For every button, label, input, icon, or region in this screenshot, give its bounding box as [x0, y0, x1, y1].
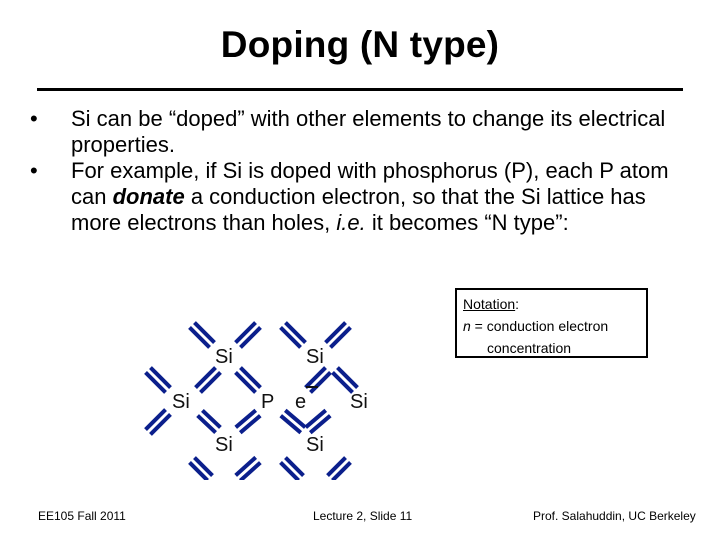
bond-line: [306, 410, 326, 427]
atom-si-bottom-left: Si: [215, 434, 233, 456]
bond-line: [236, 410, 256, 427]
title-underline: [37, 88, 683, 91]
bond-line: [337, 368, 357, 388]
notation-heading: Notation: [463, 296, 516, 312]
notation-box: [455, 288, 648, 358]
bond-line: [281, 327, 301, 347]
atom-si-top-left: Si: [215, 346, 233, 368]
silicon-lattice-diagram: [140, 310, 390, 480]
bullet-text: For example, if Si is doped with phosphorus (P), each P atom can: [71, 158, 669, 209]
bullet-text: Si can be “doped” with other elements to change its electrical properties.: [71, 106, 666, 157]
bullet-text: a conduction electron, so that the Si lattice has more electrons than holes,: [71, 184, 646, 235]
bond-line: [330, 327, 350, 347]
bond-line: [281, 416, 301, 433]
footer-slide-number: Lecture 2, Slide 11: [313, 509, 413, 523]
bond-line: [240, 368, 260, 388]
atom-p-center: P: [261, 391, 275, 413]
bond-line: [236, 323, 256, 343]
atom-si-top-right: Si: [306, 346, 324, 368]
bullet-item-1: [30, 106, 690, 158]
bullet-text: it becomes “N type”:: [365, 210, 569, 235]
bond-line: [194, 323, 214, 343]
atom-si-bottom-right: Si: [306, 434, 324, 456]
bullet-item-2: [30, 158, 690, 236]
bond-line: [150, 368, 170, 388]
bond-line: [310, 372, 330, 392]
bond-line: [236, 457, 256, 475]
footer-course: EE105 Fall 2011: [38, 509, 126, 523]
notation-colon: :: [515, 296, 520, 312]
atom-si-mid-right: Si: [350, 391, 368, 413]
bond-line: [146, 410, 166, 430]
bond-line: [190, 327, 210, 347]
bullet-marker: •: [30, 106, 38, 131]
footer-author: Prof. Salahuddin, UC Berkeley: [533, 509, 696, 523]
bond-line: [285, 323, 305, 343]
bond-line: [200, 372, 220, 392]
bond-line: [326, 323, 346, 343]
bond-line: [306, 368, 326, 388]
atom-si-mid-left: Si: [172, 391, 190, 413]
notation-definition: = conduction electron: [470, 318, 609, 334]
emphasis-donate: donate: [112, 184, 185, 209]
bond-line: [240, 463, 260, 480]
notation-heading-line: [463, 293, 640, 315]
bullet-list: [30, 106, 690, 236]
bond-line: [333, 372, 353, 392]
bond-line: [150, 414, 170, 434]
emphasis-ie: i.e.: [336, 210, 366, 235]
bond-line: [310, 416, 330, 433]
bond-line: [146, 372, 166, 392]
slide-title: Doping (N type): [220, 24, 500, 65]
bond-line: [236, 372, 256, 392]
bond-line: [240, 327, 260, 347]
bond-line: [196, 368, 216, 388]
notation-definition-cont: concentration: [487, 340, 572, 356]
bond-line: [240, 416, 260, 433]
electron-symbol: e: [295, 391, 307, 413]
notation-definition-line: [463, 315, 640, 337]
bullet-marker: •: [30, 158, 38, 183]
notation-variable: n: [463, 318, 471, 334]
